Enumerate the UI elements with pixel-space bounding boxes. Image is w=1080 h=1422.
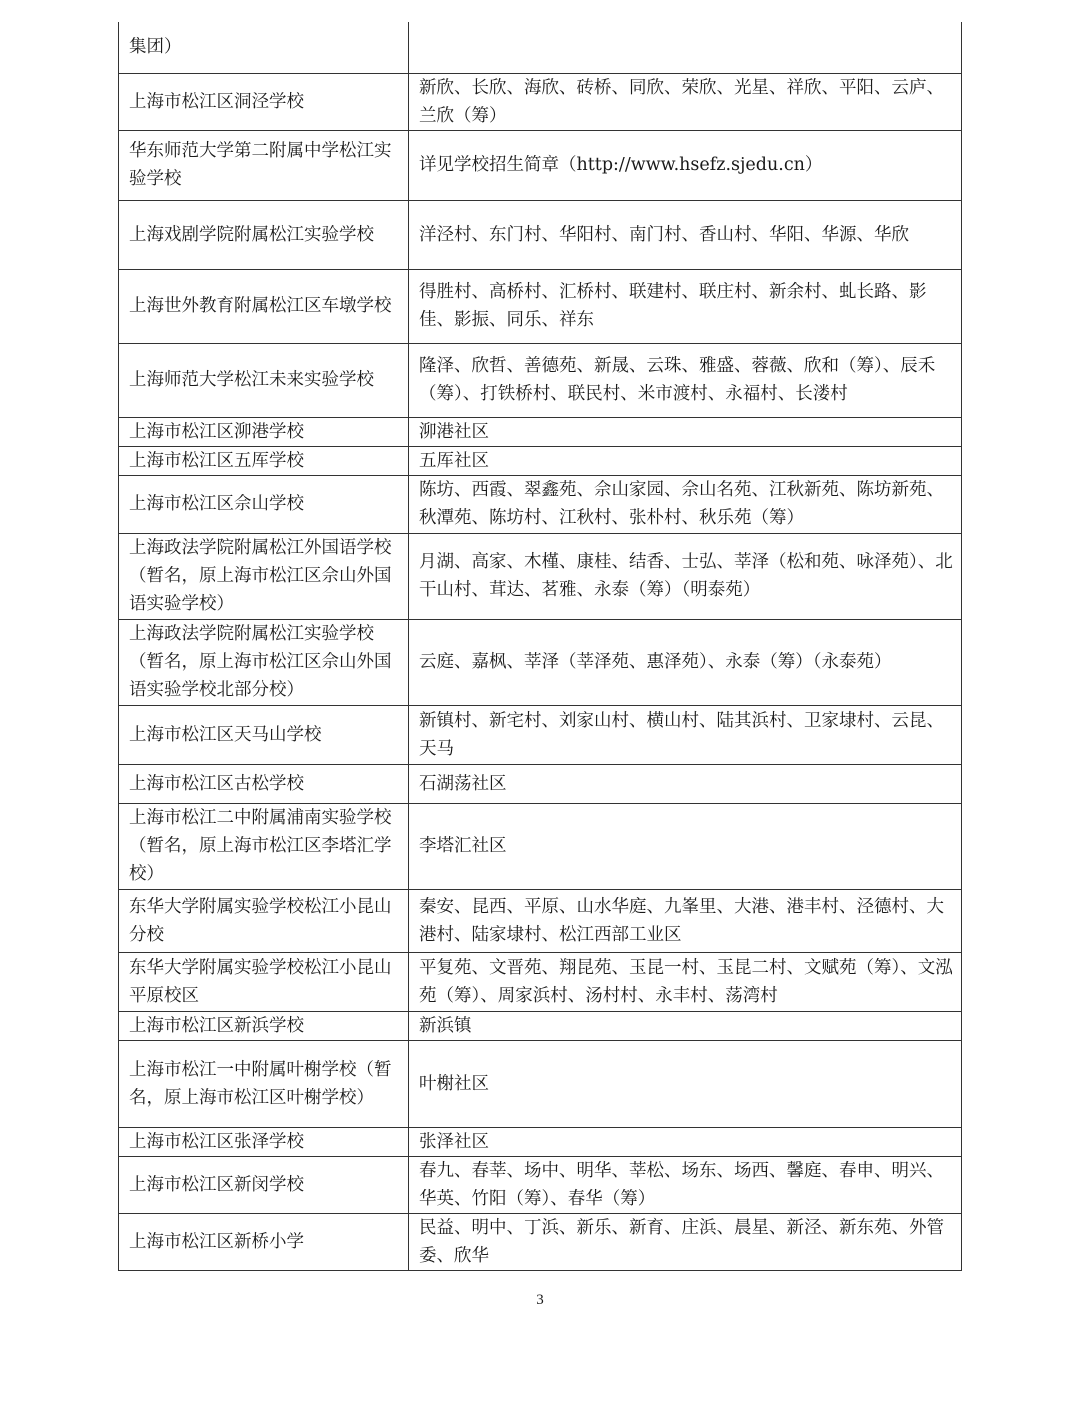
table-row [119, 1040, 962, 1127]
school-name-cell: 东华大学附属实验学校松江小昆山平原校区 [119, 952, 409, 1011]
school-name-cell: 集团） [119, 22, 409, 73]
table-row [119, 73, 962, 130]
table-row [119, 1011, 962, 1040]
school-name-cell: 上海市松江区新闵学校 [119, 1156, 409, 1213]
school-name-cell: 华东师范大学第二附属中学松江实验学校 [119, 130, 409, 200]
table-row [119, 889, 962, 952]
table-row [119, 1156, 962, 1213]
enrollment-area-cell: 新欣、长欣、海欣、砖桥、同欣、荣欣、光星、祥欣、平阳、云庐、兰欣（筹） [409, 73, 962, 130]
enrollment-area-cell: 新浜镇 [409, 1011, 962, 1040]
page-number: 3 [536, 1292, 544, 1308]
enrollment-area-cell: 云庭、嘉枫、莘泽（莘泽苑、惠泽苑）、永泰（筹）（永泰苑） [409, 619, 962, 705]
school-name-cell: 上海市松江区新浜学校 [119, 1011, 409, 1040]
enrollment-area-cell: 石湖荡社区 [409, 764, 962, 803]
school-name-cell: 上海市松江区天马山学校 [119, 705, 409, 764]
table-row [119, 269, 962, 343]
school-name-cell: 上海政法学院附属松江外国语学校（暂名，原上海市松江区佘山外国语实验学校） [119, 533, 409, 619]
table-row [119, 343, 962, 417]
table-row [119, 619, 962, 705]
enrollment-area-cell: 月湖、高家、木槿、康桂、结香、士弘、莘泽（松和苑、咏泽苑）、北干山村、茸达、茗雅、永泰（筹）（明泰苑） [409, 533, 962, 619]
table-row [119, 22, 962, 73]
table-row [119, 952, 962, 1011]
school-name-cell: 上海市松江区五厍学校 [119, 446, 409, 475]
table-row [119, 130, 962, 200]
school-name-cell: 上海戏剧学院附属松江实验学校 [119, 200, 409, 269]
enrollment-area-cell: 李塔汇社区 [409, 803, 962, 889]
school-name-cell: 东华大学附属实验学校松江小昆山分校 [119, 889, 409, 952]
enrollment-area-cell: 详见学校招生简章（http://www.hsefz.sjedu.cn） [409, 130, 962, 200]
school-name-cell: 上海政法学院附属松江实验学校（暂名，原上海市松江区佘山外国语实验学校北部分校） [119, 619, 409, 705]
school-name-cell: 上海市松江二中附属浦南实验学校（暂名，原上海市松江区李塔汇学校） [119, 803, 409, 889]
enrollment-area-cell: 泖港社区 [409, 417, 962, 446]
enrollment-area-cell: 叶榭社区 [409, 1040, 962, 1127]
table-row [119, 446, 962, 475]
school-name-cell: 上海市松江区张泽学校 [119, 1127, 409, 1156]
school-name-cell: 上海市松江一中附属叶榭学校（暂名，原上海市松江区叶榭学校） [119, 1040, 409, 1127]
enrollment-area-cell: 秦安、昆西、平原、山水华庭、九峯里、大港、港丰村、泾德村、大港村、陆家埭村、松江西部工业区 [409, 889, 962, 952]
table-row [119, 1127, 962, 1156]
school-name-cell: 上海世外教育附属松江区车墩学校 [119, 269, 409, 343]
enrollment-area-cell: 隆泽、欣哲、善德苑、新晟、云珠、雅盛、蓉薇、欣和（筹）、辰禾（筹）、打铁桥村、联民村、米市渡村、永福村、长溇村 [409, 343, 962, 417]
school-district-table [118, 22, 962, 1271]
table-row [119, 1213, 962, 1270]
enrollment-area-cell: 陈坊、西霞、翠鑫苑、佘山家园、佘山名苑、江秋新苑、陈坊新苑、秋潭苑、陈坊村、江秋村、张朴村、秋乐苑（筹） [409, 475, 962, 533]
table-row [119, 533, 962, 619]
school-name-cell: 上海市松江区佘山学校 [119, 475, 409, 533]
school-name-cell: 上海市松江区古松学校 [119, 764, 409, 803]
enrollment-area-cell: 春九、春莘、场中、明华、莘松、场东、场西、馨庭、春申、明兴、华英、竹阳（筹）、春华（筹） [409, 1156, 962, 1213]
enrollment-area-cell: 新镇村、新宅村、刘家山村、横山村、陆其浜村、卫家埭村、云昆、天马 [409, 705, 962, 764]
enrollment-area-cell: 得胜村、高桥村、汇桥村、联建村、联庄村、新余村、虬长路、影佳、影振、同乐、祥东 [409, 269, 962, 343]
enrollment-area-cell: 洋泾村、东门村、华阳村、南门村、香山村、华阳、华源、华欣 [409, 200, 962, 269]
enrollment-area-cell: 五厍社区 [409, 446, 962, 475]
table-row [119, 764, 962, 803]
enrollment-area-cell: 民益、明中、丁浜、新乐、新育、庄浜、晨星、新泾、新东苑、外管委、欣华 [409, 1213, 962, 1270]
school-name-cell: 上海市松江区泖港学校 [119, 417, 409, 446]
enrollment-area-cell: 张泽社区 [409, 1127, 962, 1156]
enrollment-area-cell [409, 22, 962, 73]
school-name-cell: 上海市松江区新桥小学 [119, 1213, 409, 1270]
table-row [119, 417, 962, 446]
school-name-cell: 上海市松江区洞泾学校 [119, 73, 409, 130]
table-row [119, 200, 962, 269]
table-row [119, 475, 962, 533]
enrollment-area-cell: 平复苑、文晋苑、翔昆苑、玉昆一村、玉昆二村、文赋苑（筹）、文泓苑（筹）、周家浜村、汤村村、永丰村、荡湾村 [409, 952, 962, 1011]
table-row [119, 803, 962, 889]
table-row [119, 705, 962, 764]
school-name-cell: 上海师范大学松江未来实验学校 [119, 343, 409, 417]
